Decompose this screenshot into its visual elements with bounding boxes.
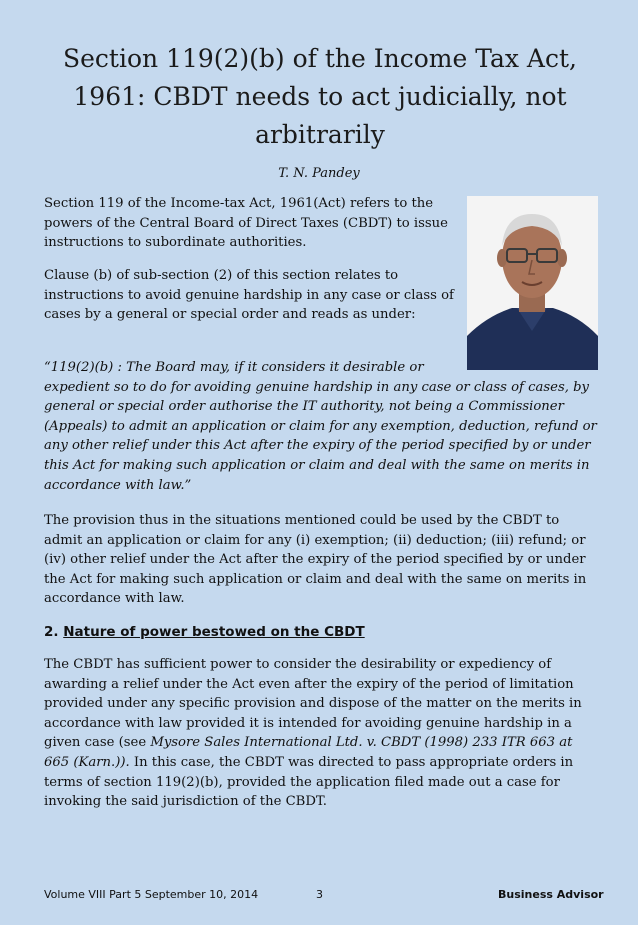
para-power-text-a: The CBDT has sufficient power to consider the desirability or expediency of awarding a relief under the Act even after the expiry of the period of limitation provided under any specific provision and dispose of the matter on the merits in accordance with law provided it is intended for avoiding genuine hardship in a given case (see <box>44 657 582 751</box>
paragraph-power <box>44 655 600 812</box>
article-title <box>30 40 610 154</box>
footer-publication: Business Advisor <box>498 888 604 901</box>
heading-text: Nature of power bestowed on the CBDT <box>63 624 365 640</box>
paragraph-provision: The provision thus in the situations mentioned could be used by the CBDT to admit an application or claim for any (i) exemption; (ii) deduction; (iii) refund; or (iv) other relief under the Act after the expiry of the period specified by or under the Act for making such application or claim and deal with the same on merits in accordance with law. <box>44 513 587 607</box>
section-heading <box>44 624 365 640</box>
author-photo <box>467 196 598 370</box>
para-power-text-b: In this case, the CBDT was directed to pass appropriate orders in terms of section 119(2)(b), provided the application filed made out a case for invoking the said jurisdiction of the CBDT. <box>44 754 574 810</box>
quote-line-1: “119(2)(b) : The Board may, if it considers it desirable or <box>44 360 424 375</box>
author-portrait-icon <box>467 196 598 370</box>
heading-number: 2. <box>44 624 59 640</box>
quoted-provision <box>44 358 600 495</box>
paragraph-clause: Clause (b) of sub-section (2) of this section relates to instructions to avoid genuine hardship in any case or class of cases by a general or special order and reads as under: <box>44 268 454 323</box>
case-citation: Mysore Sales International Ltd. v. CBDT (1998) 233 ITR 663 at 665 (Karn.)). <box>44 735 573 770</box>
footer-page-number: 3 <box>316 888 323 901</box>
title-line-3: arbitrarily <box>255 120 385 149</box>
quote-body: expedient so to do for avoiding genuine hardship in any case or class of cases, by general or special order authorise the IT authority, not being a Commissioner (Appeals) to admit an application or claim for any exemption, deduction, refund or any other relief under this Act after the expiry of the period specified by or under this Act for making such application or claim and deal with the same on merits in accordance with law.” <box>44 379 597 493</box>
title-line-1: Section 119(2)(b) of the Income Tax Act, <box>62 44 577 73</box>
author-byline: T. N. Pandey <box>278 166 360 181</box>
title-line-2: 1961: CBDT needs to act judicially, not <box>73 82 567 111</box>
paragraph-intro: Section 119 of the Income-tax Act, 1961(Act) refers to the powers of the Central Board of Direct Taxes (CBDT) to issue instructions to subordinate authorities. <box>44 196 448 251</box>
footer-volume: Volume VIII Part 5 September 10, 2014 <box>44 888 259 901</box>
